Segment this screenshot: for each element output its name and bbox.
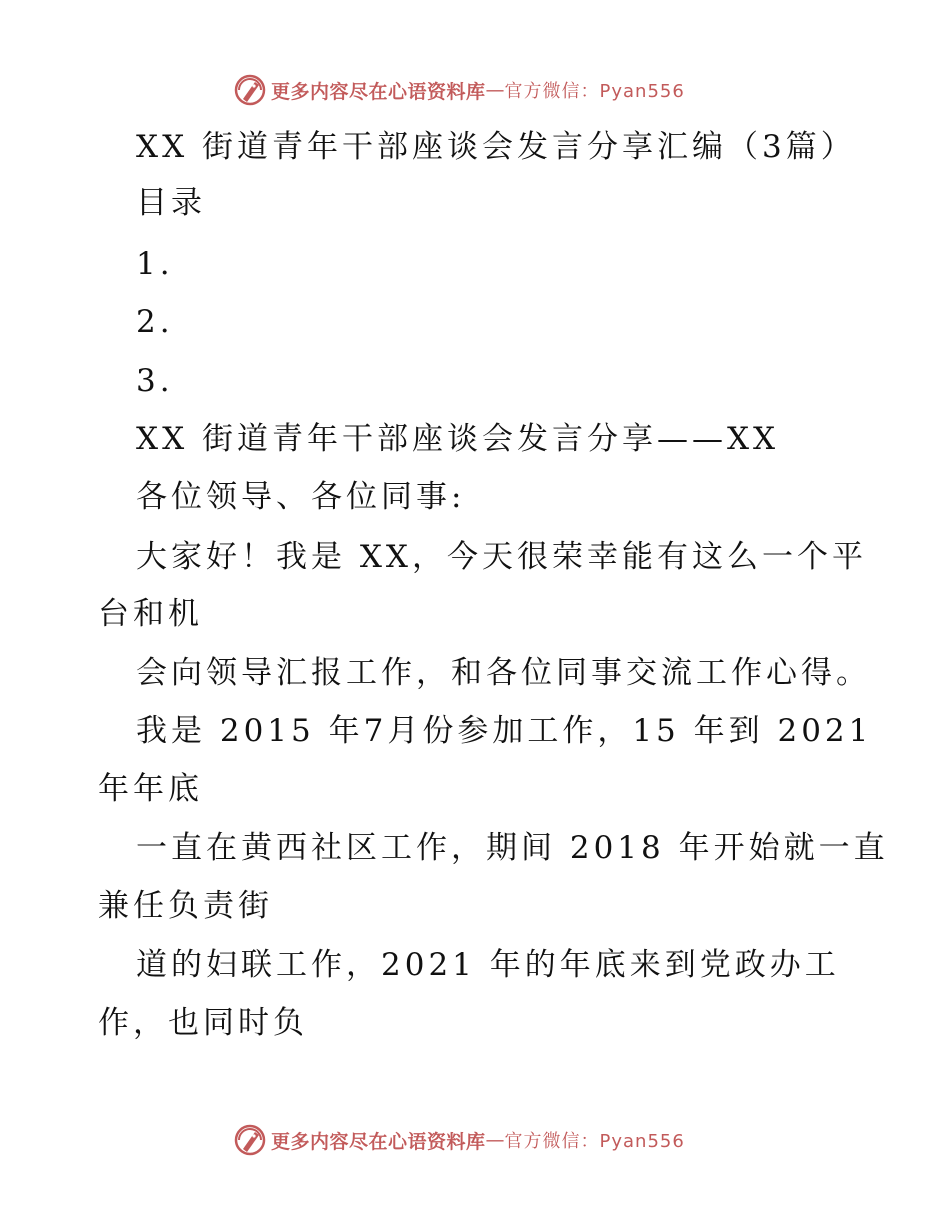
body-line: 大家好！我是 XX，今天很荣幸能有这么一个平 xyxy=(136,539,867,575)
body-line: 会向领导汇报工作，和各位同事交流工作心得。 xyxy=(136,655,871,691)
document-title: XX 街道青年干部座谈会发言分享汇编（3篇） xyxy=(136,129,856,165)
banner-contact-text: 官方微信：Pyan556 xyxy=(504,1131,685,1152)
section-title: XX 街道青年干部座谈会发言分享——XX xyxy=(136,421,780,457)
toc-item-3: 3. xyxy=(136,363,174,399)
banner-site-text: 更多内容尽在心语资料库 xyxy=(271,80,486,103)
toc-item-2: 2. xyxy=(136,304,174,340)
salutation: 各位领导、各位同事: xyxy=(136,479,466,515)
banner-separator: — xyxy=(485,79,505,101)
footer-watermark-banner xyxy=(233,1122,685,1158)
body-line: 兼任负责街 xyxy=(98,888,273,924)
body-line: 我是 2015 年7月份参加工作，15 年到 2021 xyxy=(136,713,873,749)
body-line: 台和机 xyxy=(98,596,203,632)
body-line: 一直在黄西社区工作，期间 2018 年开始就一直 xyxy=(136,830,889,866)
banner-site-text: 更多内容尽在心语资料库 xyxy=(271,1130,486,1153)
pen-nib-logo-icon xyxy=(233,73,267,107)
banner-separator: — xyxy=(485,1129,505,1151)
body-line: 年年底 xyxy=(98,771,203,807)
header-watermark-banner xyxy=(233,72,685,108)
banner-contact-text: 官方微信：Pyan556 xyxy=(504,81,685,102)
pen-nib-logo-icon xyxy=(233,1123,267,1157)
body-line: 作，也同时负 xyxy=(98,1005,308,1041)
body-line: 道的妇联工作，2021 年的年底来到党政办工 xyxy=(136,947,840,983)
toc-heading: 目录 xyxy=(136,185,206,221)
toc-item-1: 1. xyxy=(136,246,174,282)
